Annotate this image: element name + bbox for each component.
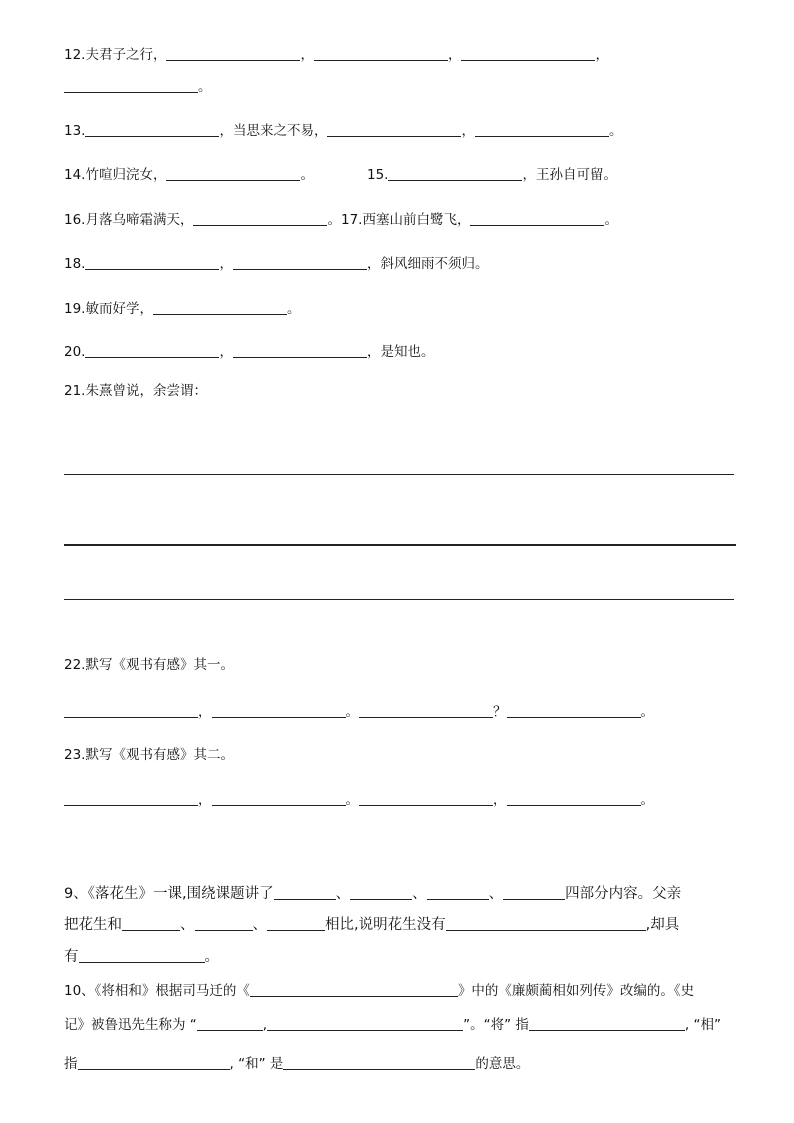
answer-blank[interactable] [267, 1016, 463, 1031]
punct: 、 [180, 917, 195, 933]
question-number: 15. [367, 167, 389, 183]
question-text: 14.竹喧归浣女， [64, 167, 167, 183]
punct: 。 [300, 167, 314, 183]
question-text: ”。“将” 指 [463, 1017, 529, 1033]
punct: , [262, 1017, 268, 1033]
punct: ， [198, 704, 212, 720]
answer-blank[interactable] [233, 255, 367, 270]
punct: 。 [345, 792, 359, 808]
question-number: 13. [64, 123, 86, 139]
answer-blank[interactable] [166, 46, 300, 61]
question-12-line2 [64, 78, 212, 96]
question-text: 17.西塞山前白鹭飞， [340, 212, 471, 228]
question-19 [64, 300, 300, 318]
answer-blank[interactable] [475, 122, 609, 137]
answer-blank[interactable] [64, 791, 198, 806]
question-text: 四部分内容。父亲 [565, 886, 682, 902]
answer-blank[interactable] [507, 791, 641, 806]
punct: ， [493, 792, 507, 808]
punct: ， [447, 47, 462, 63]
question-text: ，当思来之不易， [219, 123, 328, 139]
punct: 。 [286, 301, 301, 317]
question-text: 9、《落花生》一课,围绕课题讲了 [64, 886, 274, 902]
answer-blank[interactable] [195, 916, 253, 931]
answer-blank[interactable] [64, 78, 198, 93]
answer-blank[interactable] [197, 1016, 263, 1031]
answer-line[interactable] [64, 599, 734, 600]
question-12-line1 [64, 46, 609, 64]
answer-blank[interactable] [274, 885, 336, 900]
punct: ， [198, 792, 212, 808]
answer-blank[interactable] [85, 122, 219, 137]
question-text: 21.朱熹曾说，余尝谓： [64, 383, 207, 399]
answer-blank[interactable] [79, 948, 205, 963]
answer-blank[interactable] [388, 166, 522, 181]
answer-blank[interactable] [212, 791, 346, 806]
question-16-17 [64, 211, 618, 229]
answer-blank[interactable] [193, 211, 327, 226]
answer-blank[interactable] [212, 703, 346, 718]
question-10-line2 [64, 1016, 721, 1034]
punct: ， [461, 123, 475, 139]
question-text: 16.月落乌啼霜满天， [64, 212, 194, 228]
answer-blank[interactable] [64, 703, 198, 718]
punct: 。 [198, 79, 212, 95]
answer-blank[interactable] [166, 166, 300, 181]
punct: 、 [488, 886, 504, 902]
answer-line[interactable] [64, 474, 734, 475]
answer-blank[interactable] [507, 703, 641, 718]
question-text: ,却具 [645, 917, 680, 933]
question-text: 把花生和 [64, 917, 122, 933]
answer-blank[interactable] [250, 982, 458, 997]
question-text: 10、《将相和》根据司马迁的《 [64, 983, 250, 999]
answer-blank[interactable] [461, 46, 595, 61]
question-23-answers [64, 791, 654, 809]
question-22 [64, 656, 234, 674]
punct: 。 [204, 949, 219, 965]
question-text: ，是知也。 [366, 344, 435, 360]
answer-blank[interactable] [503, 885, 565, 900]
punct: 、 [252, 917, 267, 933]
question-9-line1 [64, 884, 681, 904]
answer-blank[interactable] [85, 343, 219, 358]
answer-blank[interactable] [283, 1055, 475, 1070]
question-text: 指 [64, 1056, 78, 1072]
question-text: 19.敏而好学， [64, 301, 153, 317]
question-23 [64, 746, 234, 764]
question-text: 23.默写《观书有感》其二。 [64, 747, 234, 763]
punct: 。 [640, 704, 654, 720]
answer-blank[interactable] [359, 791, 493, 806]
question-9-line2 [64, 915, 679, 935]
question-13 [64, 122, 622, 140]
answer-blank[interactable] [350, 885, 412, 900]
question-20 [64, 343, 434, 361]
answer-blank[interactable] [529, 1016, 685, 1031]
question-text: 有 [64, 949, 79, 965]
question-12-prompt: 12.夫君子之行， [64, 47, 167, 63]
answer-blank[interactable] [78, 1055, 230, 1070]
question-number: 18. [64, 256, 86, 272]
question-15 [367, 166, 617, 184]
answer-blank[interactable] [153, 300, 287, 315]
punct: 、 [412, 886, 427, 902]
question-text: 的意思。 [475, 1056, 530, 1072]
punct: 。 [327, 212, 341, 228]
question-text: ，斜风细雨不须归。 [366, 256, 489, 272]
question-text: , “相” [684, 1017, 721, 1033]
question-10-line3 [64, 1055, 529, 1073]
question-14 [64, 166, 314, 184]
punct: ， [595, 47, 609, 63]
question-10-line1 [64, 982, 694, 1000]
punct: 。 [604, 212, 618, 228]
answer-blank[interactable] [233, 343, 367, 358]
answer-blank[interactable] [267, 916, 325, 931]
answer-line[interactable] [64, 544, 736, 546]
question-text: 》中的《廉颇蔺相如列传》改编的。《史 [457, 983, 695, 999]
punct: ， [219, 344, 233, 360]
question-22-answers [64, 703, 654, 721]
answer-blank[interactable] [470, 211, 604, 226]
question-text: 记》被鲁迅先生称为 “ [64, 1017, 197, 1033]
question-text: ，王孙自可留。 [522, 167, 617, 183]
question-9-line3 [64, 947, 219, 967]
question-18 [64, 255, 488, 273]
answer-blank[interactable] [359, 703, 493, 718]
answer-blank[interactable] [427, 885, 489, 900]
punct: ？ [493, 704, 507, 720]
question-text: 22.默写《观书有感》其一。 [64, 657, 234, 673]
question-number: 20. [64, 344, 86, 360]
answer-blank[interactable] [446, 916, 646, 931]
question-text: , “和” 是 [229, 1056, 284, 1072]
punct: 。 [640, 792, 654, 808]
question-21 [64, 382, 207, 400]
punct: 、 [335, 886, 351, 902]
answer-blank[interactable] [314, 46, 448, 61]
punct: 。 [608, 123, 623, 139]
question-text: 相比,说明花生没有 [325, 917, 446, 933]
answer-blank[interactable] [122, 916, 180, 931]
punct: 。 [345, 704, 359, 720]
answer-blank[interactable] [327, 122, 461, 137]
answer-blank[interactable] [85, 255, 219, 270]
punct: ， [300, 47, 314, 63]
punct: ， [219, 256, 233, 272]
